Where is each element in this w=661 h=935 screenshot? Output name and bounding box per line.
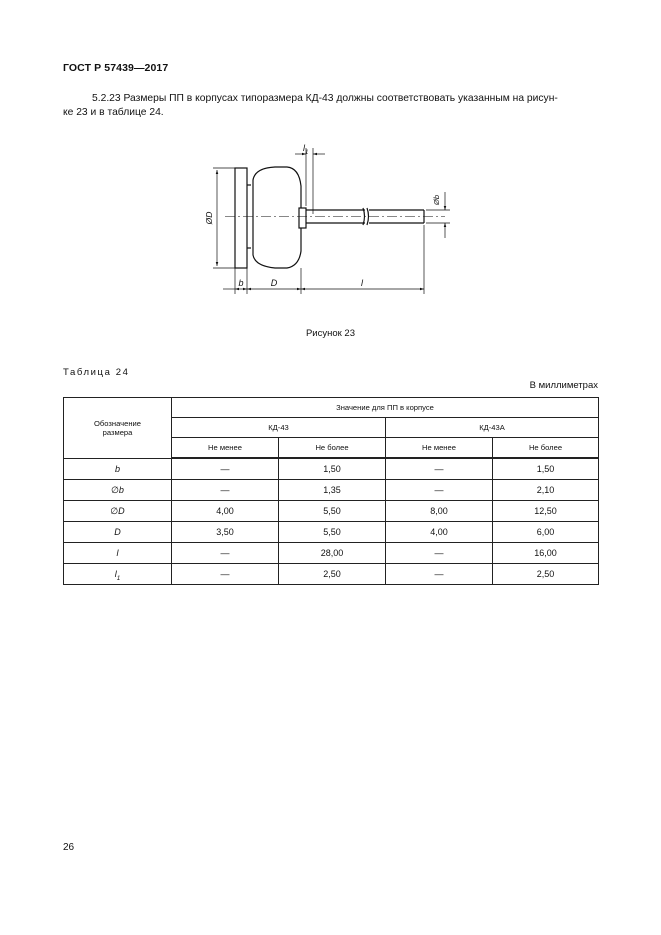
value-cell: 2,50 xyxy=(279,564,386,585)
value-cell: 4,00 xyxy=(386,522,493,543)
label-dia-D: ØD xyxy=(204,211,214,225)
value-cell: — xyxy=(172,543,279,564)
value-cell: 3,50 xyxy=(172,522,279,543)
value-cell: 1,35 xyxy=(279,480,386,501)
section-paragraph xyxy=(63,92,597,120)
header-case-b: КД-43А xyxy=(386,418,599,438)
value-cell: 4,00 xyxy=(172,501,279,522)
value-cell: — xyxy=(386,458,493,480)
label-l1: $l_1$ xyxy=(303,143,309,156)
designation-cell: ∅D xyxy=(64,501,172,522)
value-cell: 2,50 xyxy=(493,564,599,585)
table-row xyxy=(64,543,599,564)
header-max: Не более xyxy=(493,438,599,459)
designation-cell: D xyxy=(64,522,172,543)
value-cell: 5,50 xyxy=(279,522,386,543)
header-designation: Обозначение размера xyxy=(64,398,172,459)
value-cell: 1,50 xyxy=(493,458,599,480)
header-min: Не менее xyxy=(172,438,279,459)
diode-dimension-drawing xyxy=(195,140,465,302)
value-cell: — xyxy=(386,480,493,501)
table-row xyxy=(64,480,599,501)
table-row xyxy=(64,458,599,480)
value-cell: 16,00 xyxy=(493,543,599,564)
value-cell: — xyxy=(172,480,279,501)
body-shape xyxy=(253,167,301,268)
collar-shape xyxy=(299,208,306,228)
header-max: Не более xyxy=(279,438,386,459)
header-min: Не менее xyxy=(386,438,493,459)
value-cell: — xyxy=(386,543,493,564)
paragraph-line-2: ке 23 и в таблице 24. xyxy=(63,107,164,118)
label-l: l xyxy=(361,278,363,288)
table-row xyxy=(64,501,599,522)
table-title: Таблица 24 xyxy=(63,367,130,378)
page-number: 26 xyxy=(63,842,75,853)
paragraph-line-1: 5.2.23 Размеры ПП в корпусах типоразмера КД-43 должны соответствовать указанным на рисун- xyxy=(92,93,558,104)
flange-shape xyxy=(235,168,247,268)
dimensions-table xyxy=(63,397,599,585)
document-header: ГОСТ Р 57439—2017 xyxy=(63,62,169,74)
table-row xyxy=(64,522,599,543)
designation-cell: $l_1$ xyxy=(64,564,172,585)
value-cell: 6,00 xyxy=(493,522,599,543)
value-cell: — xyxy=(386,564,493,585)
value-cell: 28,00 xyxy=(279,543,386,564)
designation-cell: b xyxy=(64,458,172,480)
figure-caption: Рисунок 23 xyxy=(305,328,356,339)
value-cell: 5,50 xyxy=(279,501,386,522)
value-cell: — xyxy=(172,564,279,585)
label-b: b xyxy=(238,278,244,288)
table-units: В миллиметрах xyxy=(529,380,598,391)
header-case-a: КД-43 xyxy=(172,418,386,438)
header-value-group: Значение для ПП в корпусе xyxy=(172,398,599,418)
label-D: D xyxy=(270,278,278,288)
value-cell: 2,10 xyxy=(493,480,599,501)
value-cell: 1,50 xyxy=(279,458,386,480)
value-cell: 12,50 xyxy=(493,501,599,522)
designation-cell: ∅b xyxy=(64,480,172,501)
table-row xyxy=(64,564,599,585)
label-dia-b: Øb xyxy=(432,194,441,206)
value-cell: — xyxy=(172,458,279,480)
designation-cell: l xyxy=(64,543,172,564)
value-cell: 8,00 xyxy=(386,501,493,522)
